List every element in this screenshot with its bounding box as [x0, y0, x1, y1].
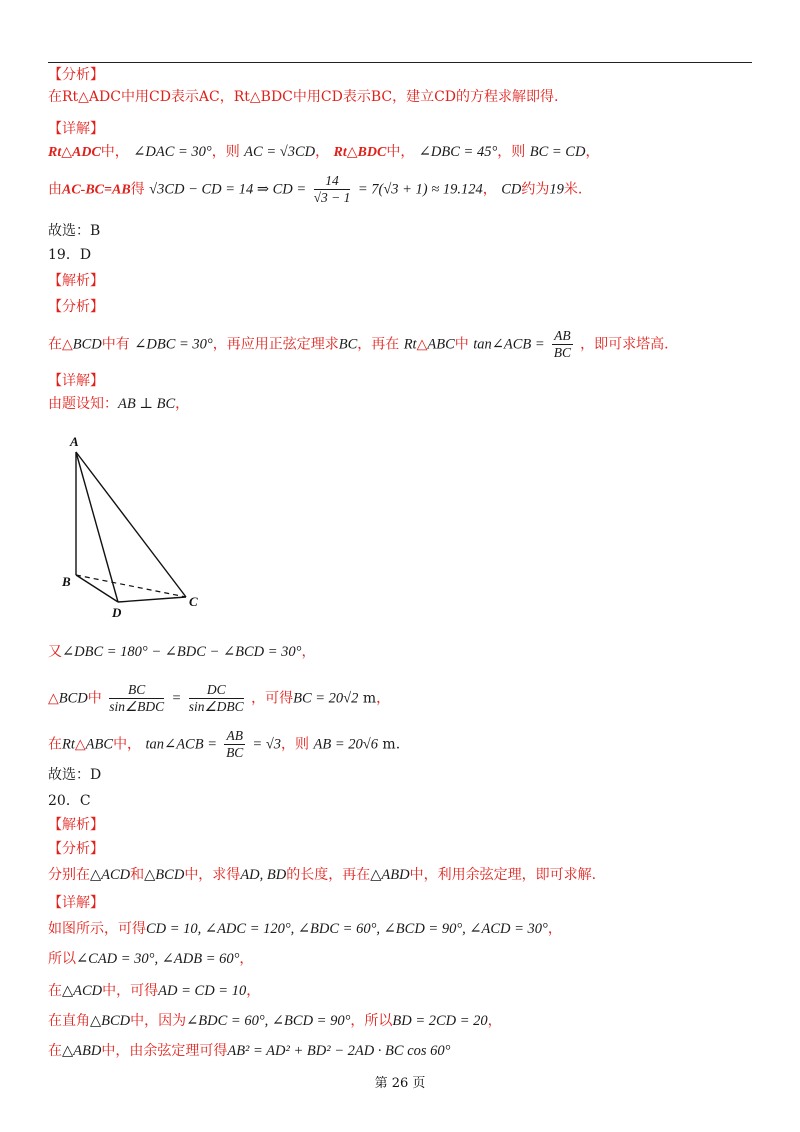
s18-triangle-adc: Rt△ADC: [48, 145, 101, 160]
s19-detail-tag: 【详解】: [48, 373, 104, 389]
label-d: D: [112, 605, 122, 620]
s18-answer: 故选：B: [48, 223, 101, 239]
label-a: A: [70, 434, 79, 449]
label-b: B: [62, 574, 71, 589]
s19-line2: △BCD中 $\frac{BC}{\text{sin∠BDC}}$ = $\frac{DC}{\text{sin∠DBC}}$ ，可得BC = 20√2 m，: [48, 682, 391, 714]
s20-line3: 在△ACD中，可得AD = CD = 10，: [48, 983, 261, 999]
s18-analysis-tag: 【分析】: [48, 67, 104, 83]
s20-detail-tag: 【详解】: [48, 895, 104, 911]
s19-line1: 又∠DBC = 180° − ∠BDC − ∠BCD = 30°，: [48, 644, 316, 660]
s19-solution-tag: 【解析】: [48, 273, 104, 289]
page-number: 第 26 页: [374, 1076, 426, 1091]
s19-given: 由题设知：AB ⊥ BC，: [48, 396, 190, 412]
s20-line1: 如图所示，可得CD = 10, ∠ADC = 120°, ∠BDC = 60°, ∠BCD = 90°, ∠ACD = 30°，: [48, 921, 562, 937]
s20-analysis-text: 分别在△ACD和△BCD中，求得AD, BD的长度，再在△ABD中，利用余弦定理，即可求解.: [48, 867, 597, 883]
s20-solution-tag: 【解析】: [48, 817, 104, 833]
s18-analysis-text: 在Rt△ADC中用CD表示AC，Rt△BDC中用CD表示BC，建立CD的方程求解即得.: [48, 89, 559, 105]
s20-number: 20．C: [48, 793, 91, 809]
s18-equation: √3CD − CD = 14 ⇒ CD =: [149, 181, 307, 198]
s18-angle-dbc: ∠DBC = 45°: [418, 144, 498, 160]
s18-detail-line2: 由AC-BC=AB得 √3CD − CD = 14 ⇒ CD = $\frac{14}{√3 - 1}$ = 7(√3 + 1) ≈ 19.124， CD约为19米.: [48, 173, 583, 205]
s18-triangle-bdc: Rt△BDC: [333, 145, 387, 160]
s20-analysis-tag: 【分析】: [48, 841, 104, 857]
header-rule: [48, 62, 752, 63]
s18-detail-line1: Rt△ADC中， ∠DAC = 30°，则 AC = √3CD， Rt△BDC中， ∠DBC = 45°，则 BC = CD，: [48, 144, 600, 160]
s18-detail-tag: 【详解】: [48, 121, 104, 137]
s19-analysis-text: 在△BCD中有 ∠DBC = 30°，再应用正弦定理求BC，再在 Rt△ABC中 tan∠ACB = $\frac{AB}{BC}$ ，即可求塔高.: [48, 328, 669, 360]
s19-answer: 故选：D: [48, 767, 102, 783]
s20-line5: 在△ABD中，由余弦定理可得AB² = AD² + BD² − 2AD · BC cos 60°: [48, 1043, 451, 1059]
s19-line3: 在Rt△ABC中， tan∠ACB = $\frac{AB}{BC}$ = √3，则 AB = 20√6 m.: [48, 728, 401, 760]
s18-ac-expression: AC = √3CD: [244, 144, 316, 160]
s18-result: = 7(√3 + 1) ≈ 19.124: [357, 181, 483, 198]
edge-ac: [76, 452, 186, 597]
edge-dc: [118, 597, 186, 602]
s18-angle-dac: ∠DAC = 30°: [133, 144, 212, 160]
s20-line2: 所以∠CAD = 30°, ∠ADB = 60°，: [48, 951, 254, 967]
s19-tan-fraction: $\frac{AB}{BC}$: [553, 328, 572, 360]
s20-line4: 在直角△BCD中，因为∠BDC = 60°, ∠BCD = 90°，所以BD = 2CD = 20，: [48, 1013, 502, 1029]
s19-analysis-tag: 【分析】: [48, 299, 104, 315]
s18-fraction: $\frac{14}{√3 - 1}$: [313, 173, 351, 205]
s19-figure: [56, 430, 216, 620]
label-c: C: [189, 594, 198, 609]
s19-number: 19．D: [48, 247, 92, 263]
s18-bc-expression: BC = CD: [529, 144, 586, 160]
